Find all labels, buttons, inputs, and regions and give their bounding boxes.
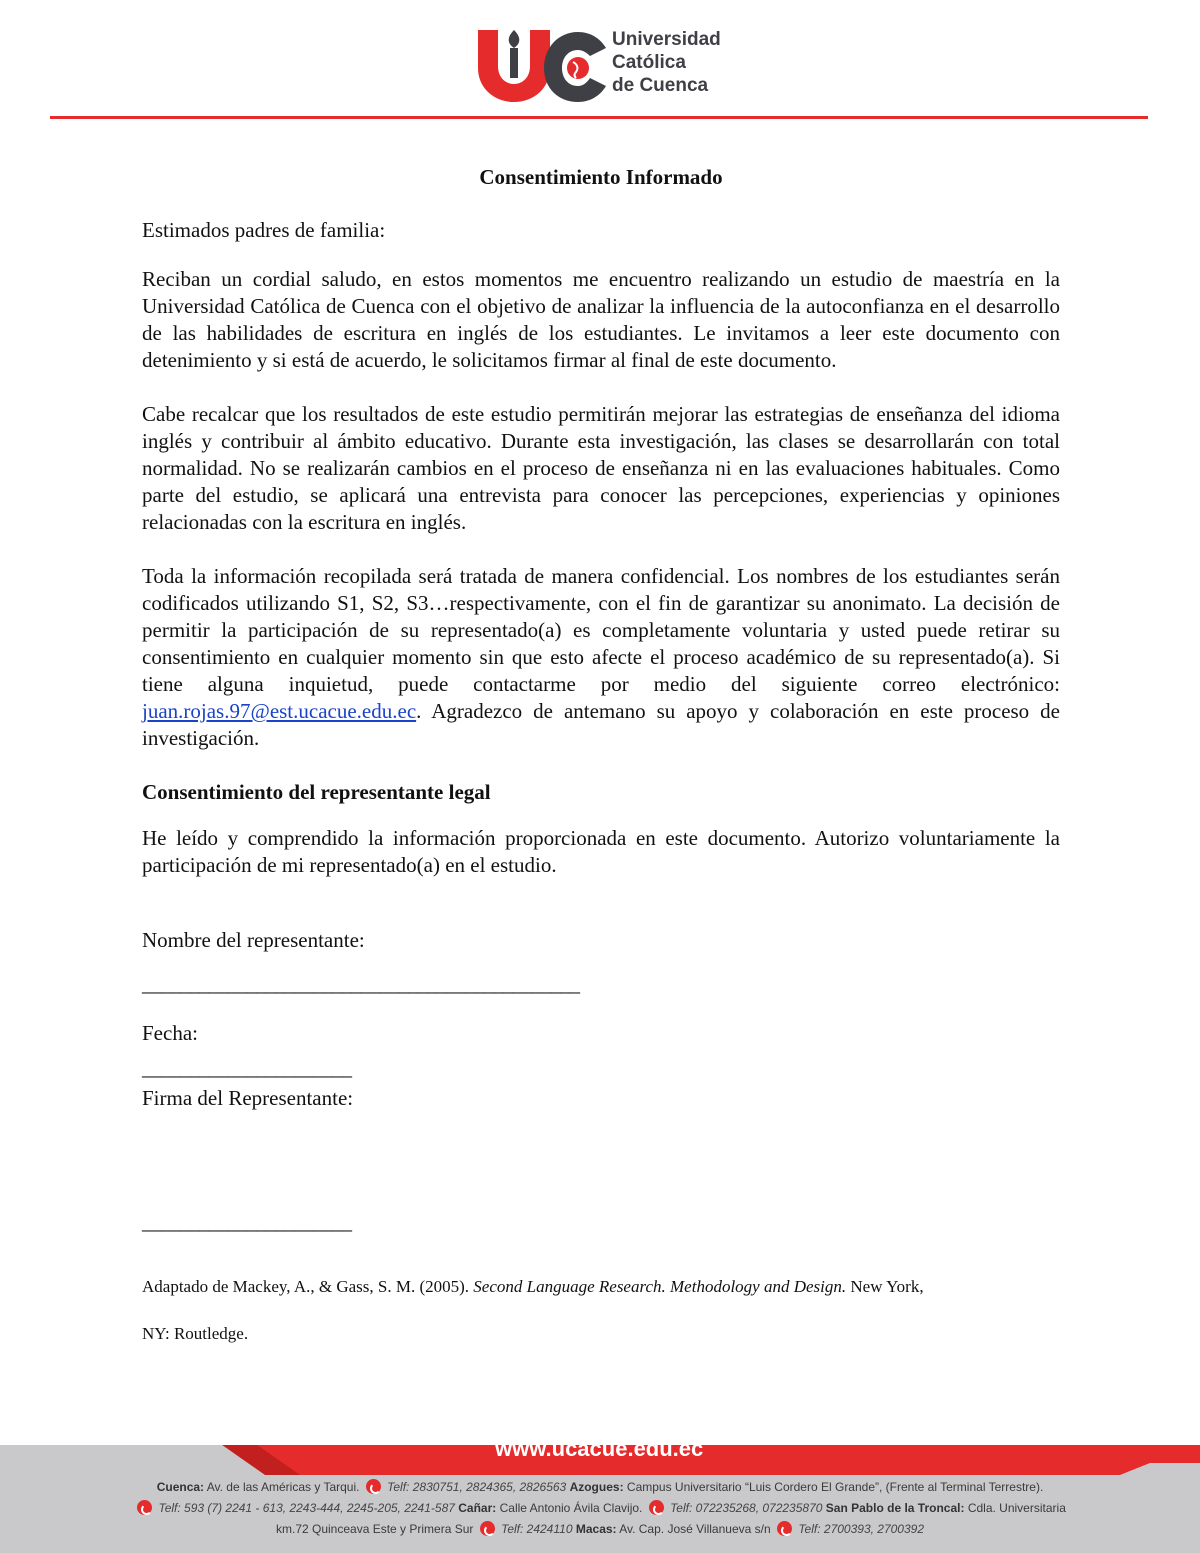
representative-name-line[interactable]: ______________________________________________ — [142, 972, 579, 996]
azogues-phone: Telf: 593 (7) 2241 - 613, 2243-444, 2245-205, 2241-587 — [158, 1501, 455, 1515]
logo-flame-icon — [509, 30, 520, 48]
paragraph-introduction: Reciban un cordial saludo, en estos momentos me encuentro realizando un estudio de maestría en la Universidad Católica de Cuenca con el objetivo de analizar la influencia de la autoconfianza en el desarrollo de las habilidades de escritura en inglés de los estudiantes. Le invitamos a leer este documento con detenimiento y si está de acuerdo, le solicitamos firmar al final de este documento. — [142, 267, 1060, 372]
footer-row-1 — [118, 1477, 1082, 1498]
logo-torch-icon — [510, 48, 518, 78]
sanpablo-label: San Pablo de la Troncal: — [825, 1501, 965, 1515]
consent-subheading: Consentimiento del representante legal — [142, 780, 491, 804]
sanpablo-address-2: km.72 Quinceava Este y Primera Sur — [275, 1522, 474, 1536]
citation-publisher: NY: Routledge. — [142, 1324, 249, 1343]
citation — [142, 1276, 1060, 1298]
citation-place: New York, — [846, 1277, 924, 1296]
paragraph-confidentiality — [142, 563, 1060, 752]
representative-name-label: Nombre del representante: — [142, 928, 365, 952]
sanpablo-address: Cdla. Universitaria — [967, 1501, 1066, 1515]
cuenca-phone: Telf: 2830751, 2824365, 2826563 — [387, 1480, 567, 1494]
paragraph-confidentiality-text: Toda la información recopilada será tratada de manera confidencial. Los nombres de los estudiantes serán codificados utilizando S1, S2, S3…respectivamente, con el fin de garantizar su anonimato. La decisión de permitir la participación de su representado(a) es completamente voluntaria y usted puede retirar su consentimiento en cualquier momento sin que esto afecte el proceso académico de su representado(a). Si tiene alguna inquietud, puede contactarme por medio del siguiente correo electrónico: — [142, 564, 1060, 696]
logo-wordmark — [612, 28, 721, 97]
greeting: Estimados padres de familia: — [142, 218, 386, 242]
cuenca-address: Av. de las Américas y Tarqui. — [206, 1480, 360, 1494]
uc-logo-mark — [478, 24, 610, 104]
signature-line[interactable]: ______________________ — [142, 1210, 351, 1234]
logo-line-1: Universidad — [612, 29, 721, 50]
citation-authors: Adaptado de Mackey, A., & Gass, S. M. (2005). — [142, 1277, 474, 1296]
university-logo — [478, 24, 738, 104]
consent-statement: He leído y comprendido la información proporcionada en este documento. Autorizo voluntariamente la participación de mi representado(a) en el estudio. — [142, 826, 1060, 877]
phone-icon — [366, 1479, 381, 1494]
phone-icon — [777, 1521, 792, 1536]
phone-icon — [649, 1500, 664, 1515]
header-divider — [50, 116, 1148, 119]
contact-email-link[interactable]: juan.rojas.97@est.ucacue.edu.ec — [142, 699, 417, 723]
date-label: Fecha: — [142, 1021, 198, 1045]
footer-row-3 — [118, 1519, 1082, 1540]
logo-line-3: de Cuenca — [612, 75, 709, 96]
macas-phone: Telf: 2700393, 2700392 — [798, 1522, 924, 1536]
cuenca-label: Cuenca: — [156, 1480, 205, 1494]
citation-title: Second Language Research. Methodology and Design. — [473, 1277, 847, 1296]
footer-contact-info — [118, 1477, 1082, 1540]
canar-label: Cañar: — [458, 1501, 497, 1515]
logo-line-2: Católica — [612, 52, 686, 73]
paragraph-confidentiality-closing: . Agradezco de antemano su apoyo y colaboración en este proceso de investigación. — [142, 699, 1060, 750]
canar-address: Calle Antonio Ávila Clavijo. — [499, 1501, 643, 1515]
paragraph-study-details: Cabe recalcar que los resultados de este estudio permitirán mejorar las estrategias de enseñanza del idioma inglés y contribuir al ámbito educativo. Durante esta investigación, las clases se desarrollarán con total normalidad. No se realizarán cambios en el proceso de enseñanza ni en las evaluaciones habituales. Como parte del estudio, se aplicará una entrevista para conocer las percepciones, experiencias y opiniones relacionadas con la escritura en inglés. — [142, 402, 1060, 534]
azogues-address: Campus Universitario “Luis Cordero El Grande”, (Frente al Terminal Terrestre). — [626, 1480, 1044, 1494]
footer-website[interactable]: www.ucacue.edu.ec — [495, 1436, 704, 1461]
macas-address: Av. Cap. José Villanueva s/n — [619, 1522, 771, 1536]
phone-icon — [480, 1521, 495, 1536]
azogues-label: Azogues: — [569, 1480, 624, 1494]
signature-label: Firma del Representante: — [142, 1086, 354, 1110]
macas-label: Macas: — [575, 1522, 617, 1536]
footer-row-2 — [118, 1498, 1082, 1519]
document-title: Consentimiento Informado — [479, 165, 723, 189]
date-line[interactable]: ______________________ — [142, 1056, 351, 1080]
document-body — [142, 164, 1060, 1345]
phone-icon — [137, 1500, 152, 1515]
canar-phone: Telf: 072235268, 072235870 — [670, 1501, 823, 1515]
sanpablo-phone: Telf: 2424110 — [501, 1522, 573, 1536]
